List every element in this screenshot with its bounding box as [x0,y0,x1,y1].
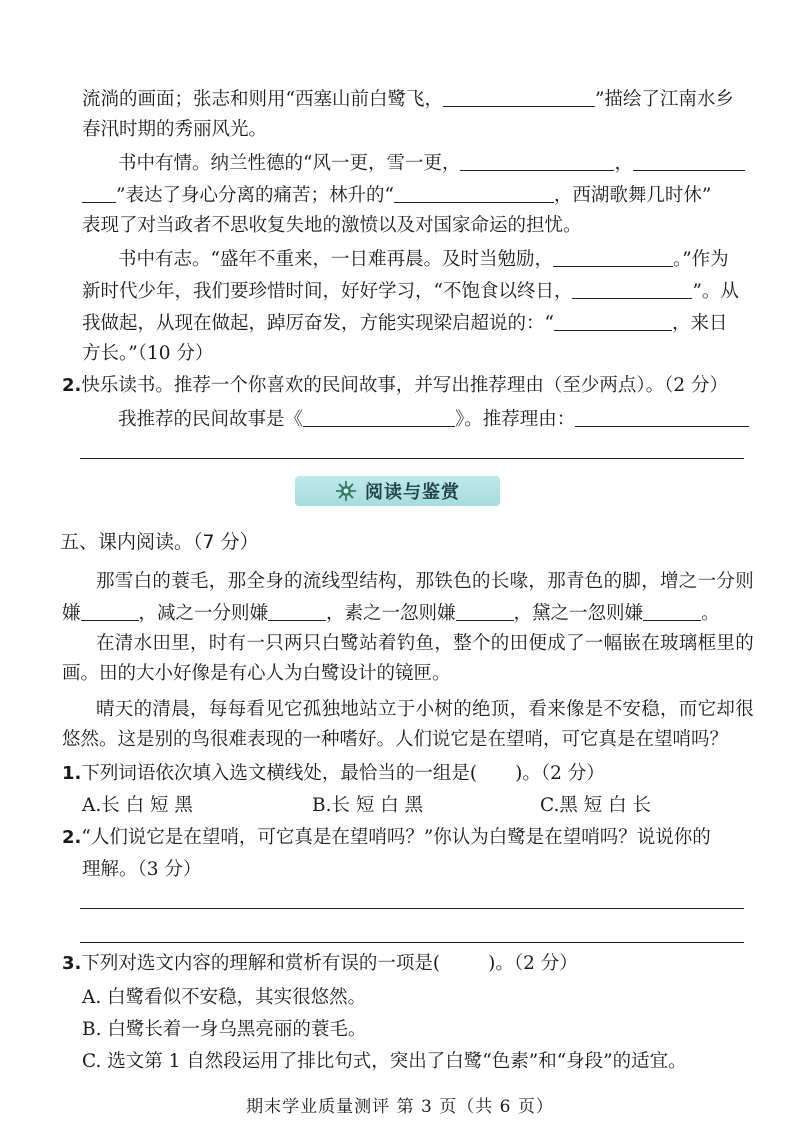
text-line: 表现了对当政者不思收复失地的激愤以及对国家命运的担忧。 [82,215,582,236]
text-segment: 新时代少年，我们要珍惜时间，好好学习，“不饱食以终日， [82,281,573,302]
text-segment: 。”作为 [672,249,729,270]
answer-blank[interactable] [268,600,326,621]
answer-blank[interactable] [303,406,455,427]
answer-blank[interactable] [554,310,672,331]
text-line [118,150,745,176]
answer-blank[interactable] [572,278,692,299]
page-footer: 期末学业质量测评 第 3 页（共 6 页） [246,1097,554,1117]
passage-line [62,600,720,626]
text-segment: ”表达了身心分离的痛苦；林升的“ [116,185,394,206]
answer-blank[interactable] [81,600,139,621]
question-5-1 [62,762,605,786]
section-banner [295,476,500,506]
question-text: “人们说它是在望哨，可它真是在望哨吗？”你认为白鹭是在望哨吗？说说你的 [81,827,711,848]
option-b[interactable]: B.长 短 白 黑 [312,795,424,816]
answer-blank[interactable] [643,600,701,621]
text-segment: ， [614,153,633,174]
text-segment: 我做起，从现在做起，踔厉奋发，方能实现梁启超说的：“ [82,313,554,334]
text-segment: ”描绘了江南水乡 [594,89,734,110]
option-a[interactable]: A. 白鹭看似不安稳，其实很悠然。 [82,987,367,1008]
text-segment: ，减之一分则嫌 [138,603,269,624]
passage-line: 悠然。这是别的鸟很难表现的一种嗜好。人们说它是在望哨，可它真是在望哨吗？ [62,729,729,750]
question-text: 下列词语依次填入选文横线处，最恰当的一组是( [81,763,478,784]
option-b[interactable]: B. 白鹭长着一身乌黑亮丽的蓑毛。 [82,1019,367,1040]
answer-blank[interactable] [575,406,749,427]
question-text: )。（2 分） [488,953,578,974]
section-title: 五、课内阅读。（7 分） [60,531,259,553]
text-line [82,182,711,208]
question-text: 快乐读书。推荐一个你喜欢的民间故事，并写出推荐理由（至少两点）。（2 分） [81,375,729,396]
text-segment: ，来日 [671,313,728,334]
passage-line: 那雪白的蓑毛，那全身的流线型结构，那铁色的长喙，那青色的脚，增之一分则 [96,571,755,592]
text-segment: 。 [701,603,720,624]
text-segment: ”。从 [692,281,739,302]
text-segment: ，西湖歌舞几时休” [553,185,712,206]
passage-line: 在清水田里，时有一只两只白鹭站着钓鱼，整个的田便成了一幅嵌在玻璃框里的 [96,633,755,654]
sunburst-icon [335,480,357,502]
answer-line [118,406,749,432]
question-text: 下列对选文内容的理解和赏析有误的一项是( [81,953,441,974]
answer-blank[interactable] [443,86,595,107]
question-2 [62,374,728,398]
answer-blank[interactable] [394,182,554,203]
answer-rule[interactable] [80,908,744,909]
answer-rule[interactable] [80,942,744,943]
answer-rule[interactable] [80,458,744,459]
option-c[interactable]: C. 选文第 1 自然段运用了排比句式，突出了白鹭“色素”和“身段”的适宜。 [82,1051,687,1072]
text-segment: 书中有情。纳兰性德的“风一更，雪一更， [118,153,461,174]
text-line [82,86,734,112]
text-segment: ，素之一忽则嫌 [326,603,456,624]
question-number: 2. [62,375,82,396]
option-a[interactable]: A.长 白 短 黑 [82,795,193,816]
answer-blank[interactable] [82,182,116,203]
question-text: )。（2 分） [515,763,605,784]
answer-blank[interactable] [553,246,673,267]
text-segment: 我推荐的民间故事是《 [118,409,304,430]
text-segment: 嫌 [62,603,81,624]
passage-line: 晴天的清晨，每每看见它孤独地站立于小树的绝顶，看来像是不安稳，而它却很 [96,699,755,720]
text-line [82,310,727,336]
text-line [82,278,739,304]
question-text: 理解。（3 分） [82,859,202,880]
text-segment: 书中有志。“盛年不重来，一日难再晨。及时当勉励， [118,249,553,270]
question-5-2 [62,826,711,850]
text-segment: 流淌的画面；张志和则用“西塞山前白鹭飞， [82,89,443,110]
option-c[interactable]: C.黑 短 白 长 [540,795,652,816]
text-line: 方长。”（10 分） [82,343,214,364]
text-line: 春汛时期的秀丽风光。 [82,119,268,140]
answer-blank[interactable] [456,600,514,621]
question-5-3 [62,952,578,976]
answer-blank[interactable] [633,150,745,171]
banner-title: 阅读与鉴赏 [365,482,460,503]
answer-blank[interactable] [460,150,614,171]
question-number: 1. [62,763,82,784]
passage-line: 画。田的大小好像是有心人为白鹭设计的镜匣。 [62,663,451,684]
text-segment: 》。推荐理由： [455,409,576,430]
question-number: 2. [62,827,82,848]
text-line [118,246,729,272]
question-number: 3. [62,953,82,974]
text-segment: ，黛之一忽则嫌 [513,603,644,624]
